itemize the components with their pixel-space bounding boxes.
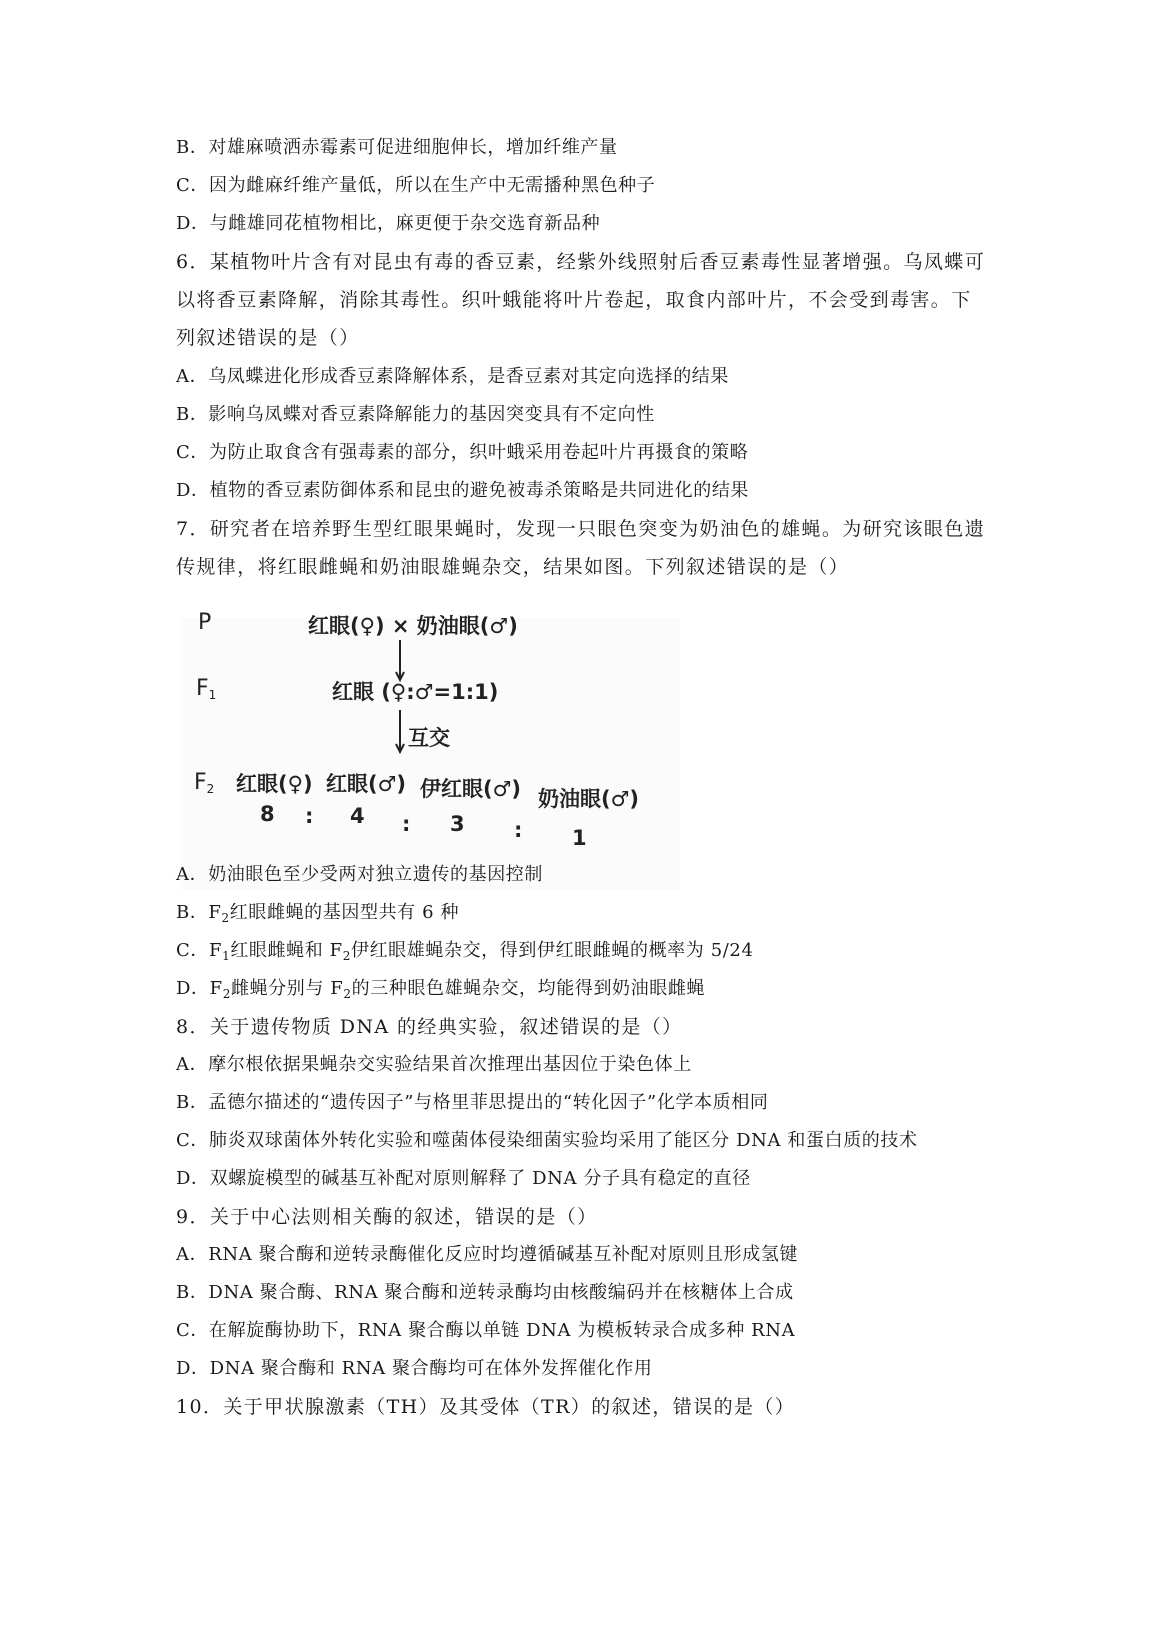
q8-option-a: A．摩尔根依据果蝇杂交实验结果首次推理出基因位于染色体上 bbox=[176, 1054, 692, 1075]
q6-stem-line-2: 以将香豆素降解，消除其毒性。织叶蛾能将叶片卷起，取食内部叶片，不会受到毒害。下 bbox=[176, 289, 972, 311]
q8-option-d: D．双螺旋模型的碱基互补配对原则解释了 DNA 分子具有稳定的直径 bbox=[176, 1168, 751, 1189]
q7-option-d bbox=[176, 978, 705, 1000]
q7-d-sub: 2 bbox=[343, 987, 352, 1001]
q7-c-text: 红眼雌蝇和 F bbox=[230, 940, 343, 961]
q7-option-c bbox=[176, 940, 754, 962]
q5-option-b: B．对雄麻喷洒赤霉素可促进细胞伸长，增加纤维产量 bbox=[176, 137, 618, 158]
q5-option-d: D．与雌雄同花植物相比，麻更便于杂交选育新品种 bbox=[176, 213, 601, 234]
f2-phenotype-3: 伊红眼(♂) bbox=[420, 777, 522, 801]
q6-stem-line-1: 6．某植物叶片含有对昆虫有毒的香豆素，经紫外线照射后香豆素毒性显著增强。乌凤蝶可 bbox=[176, 251, 986, 273]
q7-c-text: 伊红眼雄蝇杂交，得到伊红眼雌蝇的概率为 5/24 bbox=[350, 940, 754, 961]
q6-stem-line-3: 列叙述错误的是（） bbox=[176, 327, 360, 349]
intercross-label: 互交 bbox=[408, 726, 450, 750]
q9-option-c: C．在解旋酶协助下，RNA 聚合酶以单链 DNA 为模板转录合成多种 RNA bbox=[176, 1320, 796, 1341]
q6-option-a: A．乌凤蝶进化形成香豆素降解体系，是香豆素对其定向选择的结果 bbox=[176, 366, 729, 387]
q7-c-sub: 1 bbox=[222, 949, 231, 963]
q7-stem-line-2: 传规律，将红眼雌蝇和奶油眼雄蝇杂交，结果如图。下列叙述错误的是（） bbox=[176, 556, 850, 578]
q7-b-sub: 2 bbox=[221, 911, 230, 925]
q7-d-text: D．F bbox=[176, 978, 223, 999]
ratio-separator: : bbox=[402, 812, 411, 836]
f1-result: 红眼 (♀:♂=1:1) bbox=[332, 680, 499, 704]
f2-phenotype-1: 红眼(♀) bbox=[236, 772, 313, 796]
generation-p-label: P bbox=[198, 610, 212, 635]
q7-b-text: B．F bbox=[176, 902, 222, 923]
cross-diagram bbox=[180, 610, 680, 890]
ratio-separator: : bbox=[305, 804, 314, 828]
f2-ratio-4: 1 bbox=[572, 826, 587, 850]
q6-option-b: B．影响乌凤蝶对香豆素降解能力的基因突变具有不定向性 bbox=[176, 404, 655, 425]
q9-option-a: A．RNA 聚合酶和逆转录酶催化反应时均遵循碱基互补配对原则且形成氢键 bbox=[176, 1244, 799, 1265]
q7-c-sub: 2 bbox=[342, 949, 351, 963]
q8-option-b: B．孟德尔描述的“遗传因子”与格里菲思提出的“转化因子”化学本质相同 bbox=[176, 1092, 769, 1113]
q5-option-c: C．因为雌麻纤维产量低，所以在生产中无需播种黑色种子 bbox=[176, 175, 656, 196]
q7-c-text: C．F bbox=[176, 940, 223, 961]
f2-ratio-1: 8 bbox=[260, 802, 275, 826]
ratio-separator: : bbox=[514, 818, 523, 842]
generation-f2-label bbox=[194, 770, 214, 795]
f2-ratio-3: 3 bbox=[450, 812, 465, 836]
q8-option-c: C．肺炎双球菌体外转化实验和噬菌体侵染细菌实验均采用了能区分 DNA 和蛋白质的技术 bbox=[176, 1130, 918, 1151]
f2-label-letter: F bbox=[194, 770, 207, 795]
q6-option-c: C．为防止取食含有强毒素的部分，织叶蛾采用卷起叶片再摄食的策略 bbox=[176, 442, 749, 463]
f2-phenotype-2: 红眼(♂) bbox=[326, 772, 407, 796]
f1-label-sub: 1 bbox=[208, 688, 217, 702]
f2-ratio-2: 4 bbox=[350, 804, 365, 828]
f2-phenotype-4: 奶油眼(♂) bbox=[538, 787, 640, 811]
q7-b-text: 红眼雌蝇的基因型共有 6 种 bbox=[229, 902, 460, 923]
down-arrow-2 bbox=[394, 710, 406, 754]
f2-label-sub: 2 bbox=[206, 782, 215, 796]
q9-option-d: D．DNA 聚合酶和 RNA 聚合酶均可在体外发挥催化作用 bbox=[176, 1358, 653, 1379]
f1-label-letter: F bbox=[196, 676, 209, 701]
q7-d-sub: 2 bbox=[222, 987, 231, 1001]
parental-cross: 红眼(♀) × 奶油眼(♂) bbox=[308, 614, 518, 638]
q7-d-text: 雌蝇分别与 F bbox=[230, 978, 344, 999]
q7-stem-line-1: 7．研究者在培养野生型红眼果蝇时，发现一只眼色突变为奶油色的雄蝇。为研究该眼色遗 bbox=[176, 518, 986, 540]
q6-option-d: D．植物的香豆素防御体系和昆虫的避免被毒杀策略是共同进化的结果 bbox=[176, 480, 750, 501]
q7-option-b bbox=[176, 902, 459, 924]
generation-f1-label bbox=[196, 676, 216, 701]
q10-stem: 10．关于甲状腺激素（TH）及其受体（TR）的叙述，错误的是（） bbox=[176, 1396, 796, 1418]
q7-option-a: A．奶油眼色至少受两对独立遗传的基因控制 bbox=[176, 864, 543, 885]
q8-stem: 8．关于遗传物质 DNA 的经典实验，叙述错误的是（） bbox=[176, 1016, 683, 1038]
q9-stem: 9．关于中心法则相关酶的叙述，错误的是（） bbox=[176, 1206, 598, 1228]
q9-option-b: B．DNA 聚合酶、RNA 聚合酶和逆转录酶均由核酸编码并在核糖体上合成 bbox=[176, 1282, 794, 1303]
q7-d-text: 的三种眼色雄蝇杂交，均能得到奶油眼雌蝇 bbox=[351, 978, 706, 999]
